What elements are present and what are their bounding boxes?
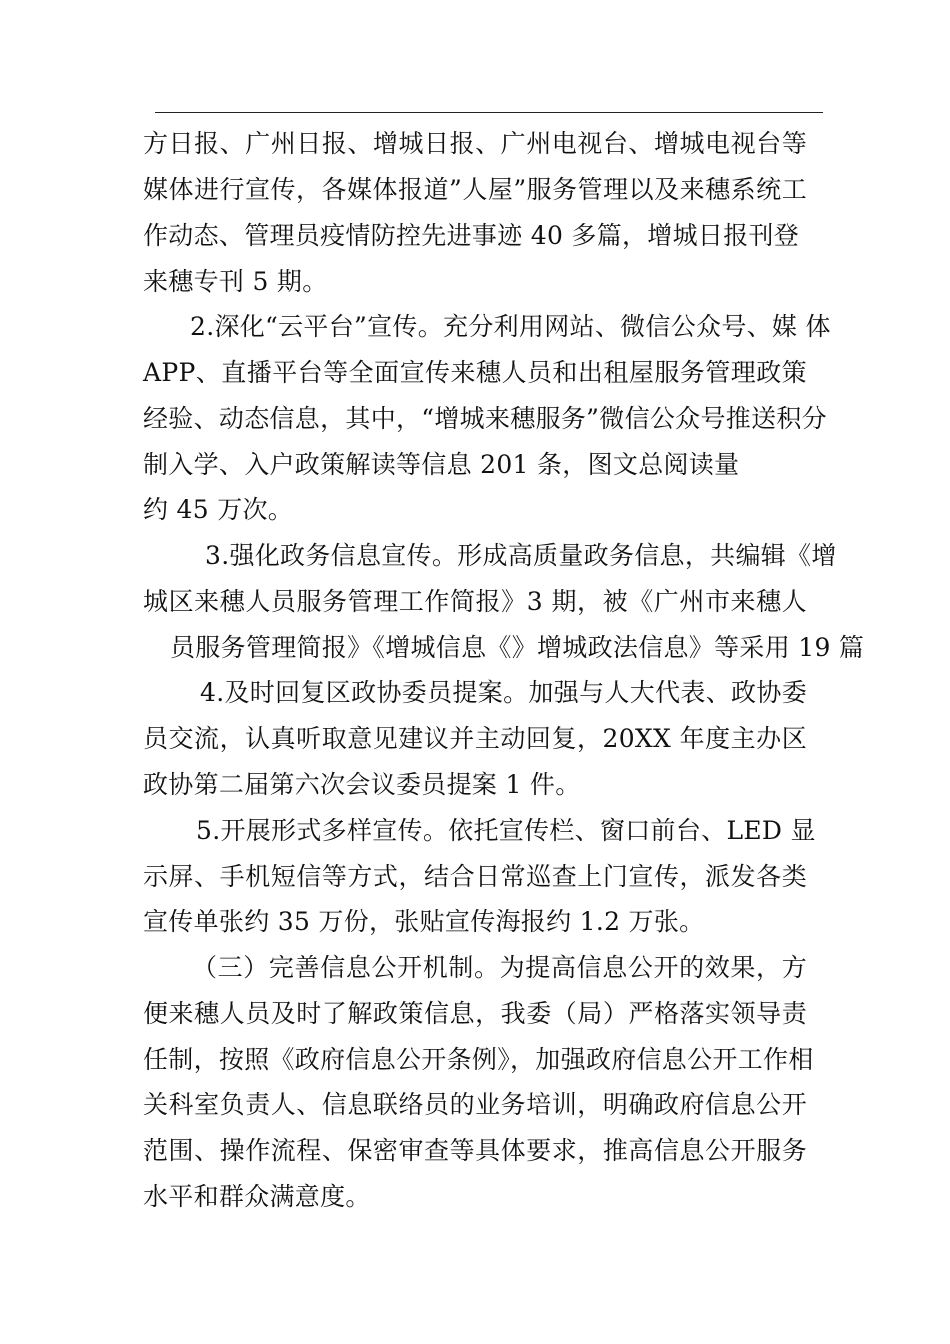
text-line: 作动态、管理员疫情防控先进事迹 40 多篇，增城日报刊登	[143, 221, 800, 250]
text-line: 3.强化政务信息宣传。形成高质量政务信息，共编辑《增	[205, 541, 837, 570]
text-line: 4.及时回复区政协委员提案。加强与人大代表、政协委	[200, 678, 807, 707]
text-line: 关科室负责人、信息联络员的业务培训，明确政府信息公开	[143, 1090, 807, 1119]
text-line: 5.开展形式多样宣传。依托宣传栏、窗口前台、LED 显	[196, 816, 816, 845]
text-line: 水平和群众满意度。	[143, 1182, 371, 1211]
text-line: 城区来穗人员服务管理工作简报》3 期，被《广州市来穗人	[143, 587, 807, 616]
text-line: 来穗专刊 5 期。	[143, 267, 328, 296]
text-line: 示屏、手机短信等方式，结合日常巡查上门宣传，派发各类	[143, 862, 807, 891]
text-line: （三）完善信息公开机制。为提高信息公开的效果，方	[192, 953, 807, 982]
text-line: 约 45 万次。	[143, 495, 294, 524]
text-line: 员服务管理简报》《增城信息《》增城政法信息》等采用 19 篇	[170, 633, 865, 662]
text-line: 经验、动态信息，其中，“增城来穗服务”微信公众号推送积分	[143, 404, 827, 433]
header-rule	[155, 112, 823, 113]
text-line: 宣传单张约 35 万份，张贴宣传海报约 1.2 万张。	[143, 907, 705, 936]
text-line: APP、直播平台等全面宣传来穗人员和出租屋服务管理政策	[143, 358, 807, 387]
text-line: 便来穗人员及时了解政策信息，我委（局）严格落实领导责	[143, 999, 807, 1028]
text-line: 2.深化“云平台”宣传。充分利用网站、微信公众号、媒 体	[190, 312, 831, 341]
text-line: 方日报、广州日报、增城日报、广州电视台、增城电视台等	[143, 129, 807, 158]
text-line: 任制，按照《政府信息公开条例》，加强政府信息公开工作相	[143, 1045, 814, 1074]
text-line: 政协第二届第六次会议委员提案 1 件。	[143, 770, 581, 799]
text-line: 制入学、入户政策解读等信息 201 条，图文总阅读量	[143, 450, 740, 479]
text-line: 范围、操作流程、保密审查等具体要求，推高信息公开服务	[143, 1136, 807, 1165]
text-line: 员交流，认真听取意见建议并主动回复，20XX 年度主办区	[143, 724, 807, 753]
text-line: 媒体进行宣传，各媒体报道”人屋”服务管理以及来穗系统工	[143, 175, 807, 204]
